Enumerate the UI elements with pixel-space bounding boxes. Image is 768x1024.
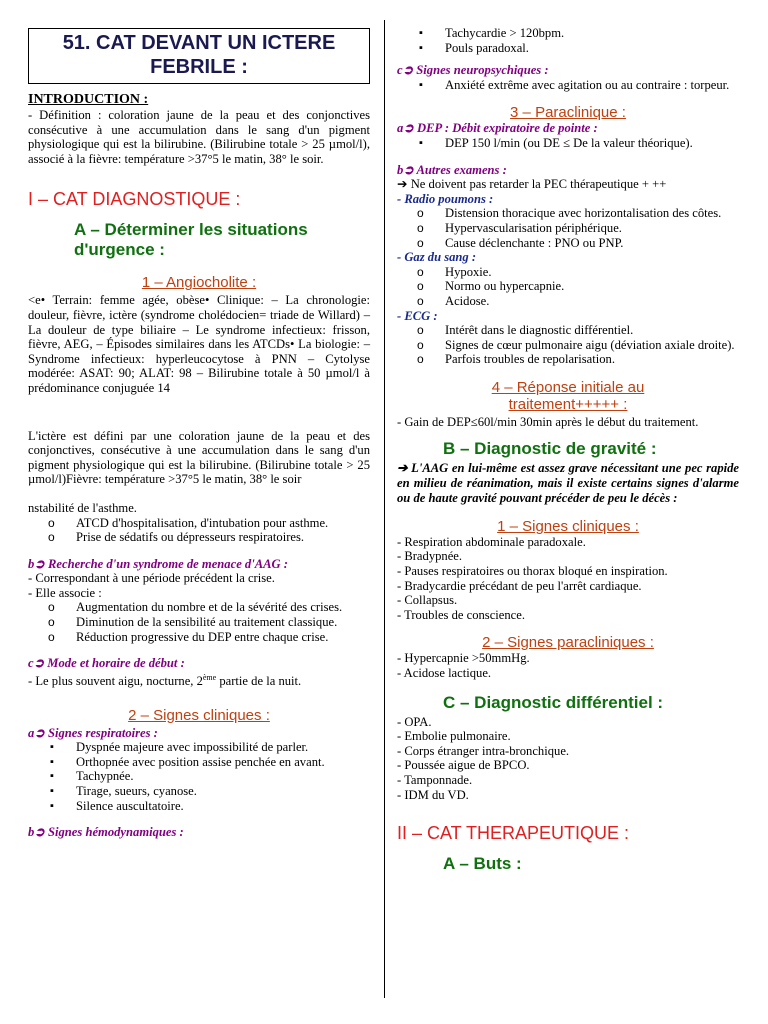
- gaz-list: [397, 265, 739, 309]
- list-item: o Signes de cœur pulmonaire aigu (déviation axiale droite).: [397, 338, 739, 353]
- left-column: [28, 0, 370, 840]
- list-item: o Réduction progressive du DEP entre chaque crise.: [28, 630, 370, 645]
- diff-line: - OPA.: [397, 714, 432, 729]
- intro-heading: INTRODUCTION :: [28, 92, 149, 107]
- sc-line: - Collapsus.: [397, 593, 458, 608]
- reponse-text: - Gain de DEP≤60l/min 30min après le début du traitement.: [397, 414, 699, 429]
- list-item: ▪ Anxiété extrême avec agitation ou au contraire : torpeur.: [397, 78, 739, 93]
- list-item: o Parfois troubles de repolarisation.: [397, 352, 739, 367]
- sc-line: - Respiration abdominale paradoxale.: [397, 534, 586, 549]
- radio-heading: - Radio poumons :: [397, 191, 494, 206]
- list-item: ▪ Silence auscultatoire.: [28, 799, 370, 814]
- gaz-heading: - Gaz du sang :: [397, 250, 477, 265]
- menace-list: [28, 600, 370, 644]
- intro-text: - Définition : coloration jaune de la peau et des conjonctives consécutive à une accumulation dans le sang d'un pigment physiologique qui est la bilirubine. (Bilirubine totale > 25 µmol/l), associé à la fièvre: température >37°5 le matin, 38° le soir.: [28, 108, 370, 166]
- list-item: o Hypoxie.: [397, 265, 739, 280]
- list-item: ▪ Tachycardie > 120bpm.: [397, 26, 739, 41]
- neuro-list: [397, 78, 739, 93]
- resp-heading: a➲ Signes respiratoires :: [28, 725, 158, 740]
- signes-cliniques-gravite-heading: 1 – Signes cliniques :: [497, 517, 639, 535]
- page-title: 51. CAT DEVANT UN ICTERE FEBRILE :: [28, 28, 370, 84]
- column-divider: [384, 20, 385, 998]
- radio-list: [397, 206, 739, 250]
- section-cat-diagnostique: I – CAT DIAGNOSTIQUE :: [28, 189, 241, 210]
- list-item: o Acidose.: [397, 294, 739, 309]
- right-column: [397, 0, 739, 874]
- diff-line: - Poussée aigue de BPCO.: [397, 758, 530, 773]
- section-cat-therapeutique: II – CAT THERAPEUTIQUE :: [397, 823, 630, 844]
- cardio-list: [397, 26, 739, 55]
- aag-text: ➔ L'AAG en lui-même est assez grave nécessitant une pec rapide en milieu de réanimation, mais il existe certains signes d'alarme ou de haute gravité pouvant précéder de peu le décès :: [397, 461, 739, 505]
- instabilite-list: [28, 516, 370, 545]
- list-item: o Prise de sédatifs ou dépresseurs respiratoires.: [28, 530, 370, 545]
- signes-paracliniques-heading: 2 – Signes paracliniques :: [482, 634, 654, 652]
- list-item: ▪ Pouls paradoxal.: [397, 41, 739, 56]
- sc-line: - Pauses respiratoires ou thorax bloqué en inspiration.: [397, 564, 668, 579]
- autres-heading: b➲ Autres examens :: [397, 162, 507, 177]
- dep-list: [397, 136, 739, 151]
- subsection-buts: A – Buts :: [443, 854, 522, 874]
- menace-line: - Correspondant à une période précédent la crise.: [28, 571, 275, 586]
- reponse-heading: 4 – Réponse initiale au traitement+++++ :: [491, 378, 645, 413]
- list-item: o Intérêt dans le diagnostic différentiel.: [397, 323, 739, 338]
- diff-line: - IDM du VD.: [397, 787, 469, 802]
- list-item: ▪ Orthopnée avec position assise penchée en avant.: [28, 755, 370, 770]
- ecg-list: [397, 323, 739, 367]
- subsection-gravite: B – Diagnostic de gravité :: [443, 439, 657, 459]
- dep-heading: a➲ DEP : Débit expiratoire de pointe :: [397, 121, 598, 136]
- mode-heading: c➲ Mode et horaire de début :: [28, 656, 185, 671]
- list-item: o Distension thoracique avec horizontalisation des côtes.: [397, 206, 739, 221]
- sc-line: - Troubles de conscience.: [397, 607, 526, 622]
- sp-line: - Hypercapnie >50mmHg.: [397, 651, 530, 666]
- paraclinique-heading: 3 – Paraclinique :: [510, 104, 626, 122]
- sc-line: - Bradypnée.: [397, 549, 463, 564]
- list-item: o Cause déclenchante : PNO ou PNP.: [397, 236, 739, 251]
- list-item: ▪ DEP 150 l/min (ou DE ≤ De la valeur théorique).: [397, 136, 739, 151]
- menace-line: - Elle associe :: [28, 585, 102, 600]
- ecg-heading: - ECG :: [397, 308, 438, 323]
- subsection-differentiel: C – Diagnostic différentiel :: [443, 692, 664, 712]
- diff-line: - Embolie pulmonaire.: [397, 729, 511, 744]
- list-item: o Normo ou hypercapnie.: [397, 279, 739, 294]
- diff-line: - Tamponnade.: [397, 772, 473, 787]
- resp-list: [28, 740, 370, 813]
- diff-line: - Corps étranger intra-bronchique.: [397, 743, 570, 758]
- list-item: ▪ Tirage, sueurs, cyanose.: [28, 784, 370, 799]
- subsection-urgence: A – Déterminer les situations d'urgence :: [74, 220, 308, 260]
- sp-line: - Acidose lactique.: [397, 666, 492, 680]
- hemo-heading: b➲ Signes hémodynamiques :: [28, 825, 184, 840]
- angiocholite-heading: 1 – Angiocholite :: [141, 274, 257, 292]
- neuro-heading: c➲ Signes neuropsychiques :: [397, 63, 549, 78]
- list-item: ▪ Tachypnée.: [28, 769, 370, 784]
- autres-text: ➔ Ne doivent pas retarder la PEC thérapeutique + ++: [397, 177, 667, 192]
- mode-text: - Le plus souvent aigu, nocturne, 2ème partie de la nuit.: [28, 672, 302, 689]
- angiocholite-text: <e• Terrain: femme agée, obèse• Clinique: – La chronologie: douleur, fièvre, ictère (syndrome cholédocien= triade de Willard) – La douleur de type biliaire – Le syndrome infectieux: frisson, fièvre, AEG, – Épisodes similaires dans les ATCDs• La biologie: – Syndrome infectieux: hyperleucocytose à PNN – Cytolyse modérée: ASAT: 90; ALAT: 98 – Bilirubine totale à 50 µmol/l à prédominance conjuguée 14: [28, 293, 370, 395]
- list-item: o ATCD d'hospitalisation, d'intubation pour asthme.: [28, 516, 370, 531]
- list-item: ▪ Dyspnée majeure avec impossibilité de parler.: [28, 740, 370, 755]
- instabilite-text: nstabilité de l'asthme.: [28, 500, 137, 515]
- sc-line: - Bradycardie précédant de peu l'arrêt cardiaque.: [397, 578, 642, 593]
- list-item: o Diminution de la sensibilité au traitement classique.: [28, 615, 370, 630]
- menace-heading: b➲ Recherche d'un syndrome de menace d'AAG :: [28, 556, 288, 571]
- list-item: o Hypervascularisation périphérique.: [397, 221, 739, 236]
- list-item: o Augmentation du nombre et de la sévérité des crises.: [28, 600, 370, 615]
- signes-cliniques-heading: 2 – Signes cliniques :: [128, 706, 270, 724]
- repeat-definition-text: L'ictère est défini par une coloration jaune de la peau et des conjonctives, consécutive à une accumulation dans le sang d'un pigment physiologique qui est la bilirubine. (Bilirubine totale > 25 µmol/l)Fièvre: température >37°5 le matin, 38° le soir: [28, 428, 370, 487]
